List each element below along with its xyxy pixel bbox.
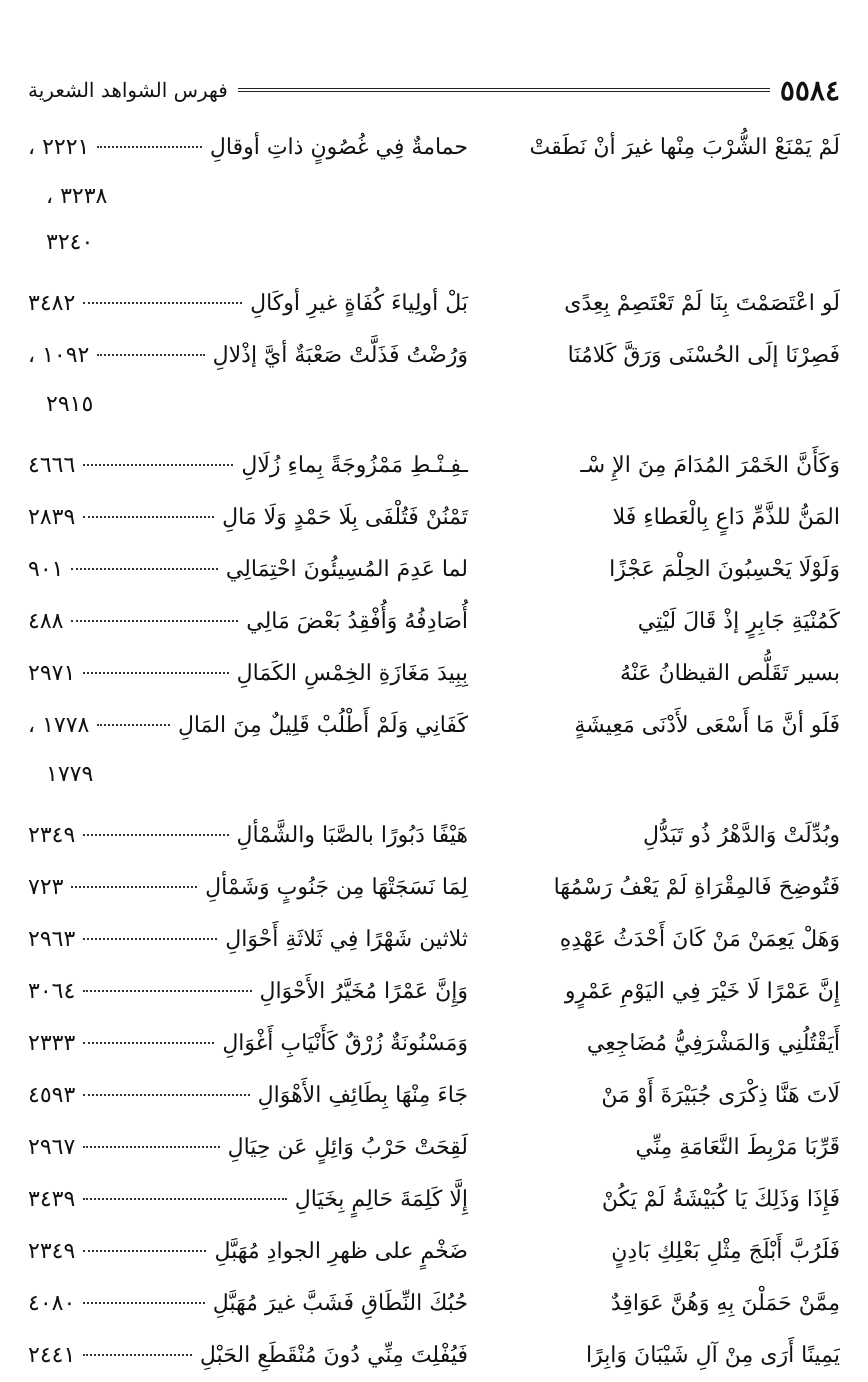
page-references: ٣٤٨٢ xyxy=(28,291,76,316)
second-hemistich: أُصَادِفُهُ وَأُفْقِدُ بَعْضَ مَالِي xyxy=(246,609,468,634)
second-line xyxy=(28,1278,468,1330)
entry-gap xyxy=(28,798,840,810)
verse-entry xyxy=(28,966,840,1018)
second-line xyxy=(28,492,468,544)
dot-leader xyxy=(83,834,228,836)
second-column xyxy=(28,278,468,330)
verse-index-list xyxy=(28,122,840,1382)
page-references: ٢٨٣٩ xyxy=(28,505,76,530)
second-hemistich: إِلَّا كَلِمَةَ حَالِمٍ بِخَيَالِ xyxy=(294,1187,468,1212)
page-references: ٢٣٤٩ xyxy=(28,823,76,848)
second-line xyxy=(28,1226,468,1278)
dot-leader xyxy=(83,1250,206,1252)
dot-leader xyxy=(83,464,233,466)
verse-entry xyxy=(28,122,840,266)
second-column xyxy=(28,544,468,596)
second-hemistich: تَمْنُنْ فَتُلْفَى بِلَا حَمْدٍ وَلَا مَالِ xyxy=(222,505,468,530)
dot-leader xyxy=(97,146,202,148)
verse-entry xyxy=(28,1278,840,1330)
dot-leader xyxy=(97,724,170,726)
first-hemistich: وَلَوْلَا يَحْسِبُونَ الحِلْمَ عَجْزًا xyxy=(609,557,840,582)
second-line xyxy=(28,966,468,1018)
second-column xyxy=(28,440,468,492)
verse-entry xyxy=(28,700,840,798)
verse-entry xyxy=(28,914,840,966)
page-references: ٧٢٣ xyxy=(28,875,64,900)
second-line xyxy=(28,1174,468,1226)
verse-entry xyxy=(28,1070,840,1122)
first-hemistich: لَمْ يَمْنَعْ الشُّرْبَ مِنْها غيرَ أنْ نَطَقتْ xyxy=(529,135,840,160)
first-hemistich: فَتُوضِحَ فَالمِقْرَاةِ لَمْ يَعْفُ رَسْمُهَا xyxy=(553,875,840,900)
second-hemistich: جَاءَ مِنْهَا بِطَائِفِ الأَهْوَالِ xyxy=(257,1083,468,1108)
verse-entry xyxy=(28,492,840,544)
second-hemistich: ثلاثين شَهْرًا فِي ثَلاثَةِ أَحْوَالِ xyxy=(225,927,468,952)
verse-entry xyxy=(28,648,840,700)
second-hemistich: لَقِحَتْ حَرْبُ وَائِلٍ عَن حِيَالِ xyxy=(227,1135,468,1160)
page-references: ٤٨٨ xyxy=(28,609,64,634)
second-hemistich: وَمَسْنُونَةٌ زُرْقٌ كَأَنْيَابِ أَغْوَالِ xyxy=(222,1031,468,1056)
dot-leader xyxy=(97,354,204,356)
second-column xyxy=(28,648,468,700)
verse-entry xyxy=(28,862,840,914)
second-line xyxy=(28,914,468,966)
second-hemistich: حُبُكَ النِّطَاقِ فَشَبَّ غيرَ مُهَبَّلِ xyxy=(212,1291,468,1316)
second-column xyxy=(28,596,468,648)
entry-gap xyxy=(28,428,840,440)
second-hemistich: ضَخْمٍ على ظهرِ الجوادِ مُهَبَّلِ xyxy=(214,1239,468,1264)
second-line xyxy=(28,648,468,700)
second-column xyxy=(28,810,468,862)
dot-leader xyxy=(83,1354,192,1356)
first-hemistich: قَرِّبَا مَرْبِطَ النَّعَامَةِ مِنِّي xyxy=(635,1135,840,1160)
page-references: ٤٦٦٦ xyxy=(28,453,76,478)
page-references: ٣٠٦٤ xyxy=(28,979,76,1004)
dot-leader xyxy=(83,1042,214,1044)
page-number: ٥٥٨٤ xyxy=(779,73,840,107)
first-hemistich: وَهَلْ يَعِمَنْ مَنْ كَانَ أَحْدَثُ عَهْدِهِ xyxy=(559,927,840,952)
second-column xyxy=(28,330,468,428)
second-hemistich: ـفِـنْـطِ مَمْزُوجَةً بِماءِ زُلَالِ xyxy=(241,453,468,478)
second-hemistich: هَيْفًا دَبُورًا بالصَّبَا والشَّمْألِ xyxy=(236,823,468,848)
verse-entry xyxy=(28,1122,840,1174)
second-column xyxy=(28,1278,468,1330)
second-hemistich: فَيُفْلِتَ مِنِّي دُونَ مُنْقَطَعِ الحَبْلِ xyxy=(199,1343,468,1368)
verse-entry xyxy=(28,330,840,428)
dot-leader xyxy=(83,990,251,992)
second-line xyxy=(28,1330,468,1382)
second-hemistich: حمامةٌ فِي غُصُونٍ ذاتِ أوقالِ xyxy=(209,135,468,160)
verse-entry xyxy=(28,1174,840,1226)
first-hemistich: فَلَو أنَّ مَا أَسْعَى لأَدْنَى مَعِيشَةٍ xyxy=(574,713,840,738)
dot-leader xyxy=(83,1094,249,1096)
dot-leader xyxy=(71,568,217,570)
page-header xyxy=(28,66,840,114)
second-line xyxy=(28,544,468,596)
verse-entry xyxy=(28,1018,840,1070)
first-hemistich: كَمُنْيَةِ جَابِرٍ إذْ قَالَ لَيْتِي xyxy=(637,609,840,634)
verse-entry xyxy=(28,810,840,862)
dot-leader xyxy=(71,620,238,622)
page-references-continued: ٣٢٤٠ xyxy=(46,230,94,255)
dot-leader xyxy=(83,302,242,304)
first-hemistich: لَاتَ هَنَّا ذِكْرَى جُبَيْرَةَ أَوْ مَنْ xyxy=(601,1083,840,1108)
verse-entry xyxy=(28,544,840,596)
dot-leader xyxy=(83,1146,219,1148)
page-title: فهرس الشواهد الشعرية xyxy=(28,78,228,102)
second-line xyxy=(28,278,468,330)
second-line xyxy=(28,1122,468,1174)
second-column xyxy=(28,914,468,966)
second-column xyxy=(28,492,468,544)
header-rule xyxy=(238,88,770,92)
second-hemistich: بِبِيدَ مَغَازَةِ الخِمْسِ الكَمَالِ xyxy=(236,661,468,686)
second-line xyxy=(28,330,468,382)
page-references-continued: ١٧٧٩ xyxy=(46,762,94,787)
first-hemistich: بسير تَقَلُّص القيظانُ عَنْهُ xyxy=(619,661,840,686)
second-hemistich: وَرُضْتُ فَذَلَّتْ صَعْبَةٌ أيَّ إذْلالِ xyxy=(212,343,468,368)
verse-entry xyxy=(28,596,840,648)
second-line xyxy=(28,1018,468,1070)
second-column xyxy=(28,122,468,266)
second-line xyxy=(28,862,468,914)
page-references: ٣٤٣٩ xyxy=(28,1187,76,1212)
second-line xyxy=(28,596,468,648)
page-references: ٢٣٤٩ xyxy=(28,1239,76,1264)
first-hemistich: فَلَرُبَّ أَبْلَجَ مِثْلِ بَعْلِكِ بَادِنٍ xyxy=(611,1239,840,1264)
first-hemistich: مِمَّنْ حَمَلْنَ بِهِ وَهُنَّ عَوَاقِدٌ xyxy=(610,1291,840,1316)
verse-entry xyxy=(28,1330,840,1382)
second-hemistich: لما عَدِمَ المُسِيئُونَ احْتِمَالِي xyxy=(225,557,468,582)
page-references-continued: ٢٩١٥ xyxy=(46,392,94,417)
first-hemistich: لَو اعْتَصَمْتَ بِنَا لَمْ تَعْتَصِمْ بِعِدًى xyxy=(564,291,840,316)
page-references: ٩٠١ xyxy=(28,557,64,582)
second-hemistich: وَإِنَّ عَمْرًا مُخَيَّرُ الأَحْوَالِ xyxy=(259,979,468,1004)
dot-leader xyxy=(83,672,228,674)
page-references: ٢٢٢١ ، xyxy=(28,135,90,160)
first-hemistich: يَمِينًا أَرَى مِنْ آلِ شَيْبَانَ وَابِرًا xyxy=(585,1343,840,1368)
page-references: ٢٩٦٣ xyxy=(28,927,76,952)
verse-entry xyxy=(28,1226,840,1278)
page-references: ٢٣٣٣ xyxy=(28,1031,76,1056)
second-column xyxy=(28,1122,468,1174)
page-references: ٤٠٨٠ xyxy=(28,1291,76,1316)
second-line xyxy=(28,122,468,174)
first-hemistich: فَإِذَا وَذَلِكَ يَا كُبَيْشَةُ لَمْ يَكُنْ xyxy=(601,1187,840,1212)
second-column xyxy=(28,1226,468,1278)
page-references-continued: ٣٢٣٨ ، xyxy=(46,184,108,209)
first-hemistich: المَنُّ للذَّمِّ دَاعٍ بِالْعَطاءِ فَلا xyxy=(612,505,840,530)
first-hemistich: أَيَقْتُلُنِي وَالمَشْرَفِيُّ مُضَاجِعِي xyxy=(586,1031,840,1056)
page-references: ٤٥٩٣ xyxy=(28,1083,76,1108)
dot-leader xyxy=(83,1198,287,1200)
page-references: ٢٩٧١ xyxy=(28,661,76,686)
page-references: ١٧٧٨ ، xyxy=(28,713,90,738)
first-hemistich: فَصِرْنَا إلَى الحُسْنَى وَرَقَّ كَلامُنَا xyxy=(567,343,840,368)
index-page xyxy=(28,66,840,1382)
entry-gap xyxy=(28,266,840,278)
second-line xyxy=(28,440,468,492)
second-column xyxy=(28,1018,468,1070)
second-column xyxy=(28,1070,468,1122)
second-line xyxy=(28,700,468,752)
page-references: ٢٤٤١ xyxy=(28,1343,76,1368)
second-column xyxy=(28,1174,468,1226)
second-column xyxy=(28,1330,468,1382)
second-column xyxy=(28,700,468,798)
second-hemistich: كَفَانِي وَلَمْ أَطْلُبْ قَلِيلٌ مِنَ المَالِ xyxy=(177,713,468,738)
dot-leader xyxy=(83,516,214,518)
second-column xyxy=(28,862,468,914)
second-line xyxy=(28,1070,468,1122)
page-references: ١٠٩٢ ، xyxy=(28,343,90,368)
dot-leader xyxy=(71,886,197,888)
second-hemistich: لِمَا نَسَجَتْهَا مِن جَنُوبٍ وَشَمْألِ xyxy=(205,875,468,900)
second-line xyxy=(28,810,468,862)
dot-leader xyxy=(83,938,217,940)
verse-entry xyxy=(28,278,840,330)
first-hemistich: وبُدِّلَتْ وَالدَّهْرُ ذُو تَبَدُّلِ xyxy=(642,823,840,848)
page-references: ٢٩٦٧ xyxy=(28,1135,76,1160)
dot-leader xyxy=(83,1302,204,1304)
verse-entry xyxy=(28,440,840,492)
second-hemistich: بَلْ أولِياءَ كُفَاةٍ غيرِ أوكَالِ xyxy=(250,291,468,316)
first-hemistich: وَكَأَنَّ الخَمْرَ المُدَامَ مِنَ الإِ سْـ xyxy=(580,453,840,478)
first-hemistich: إِنَّ عَمْرًا لَا خَيْرَ فِي اليَوْمِ عَمْرٍو xyxy=(564,979,840,1004)
second-column xyxy=(28,966,468,1018)
